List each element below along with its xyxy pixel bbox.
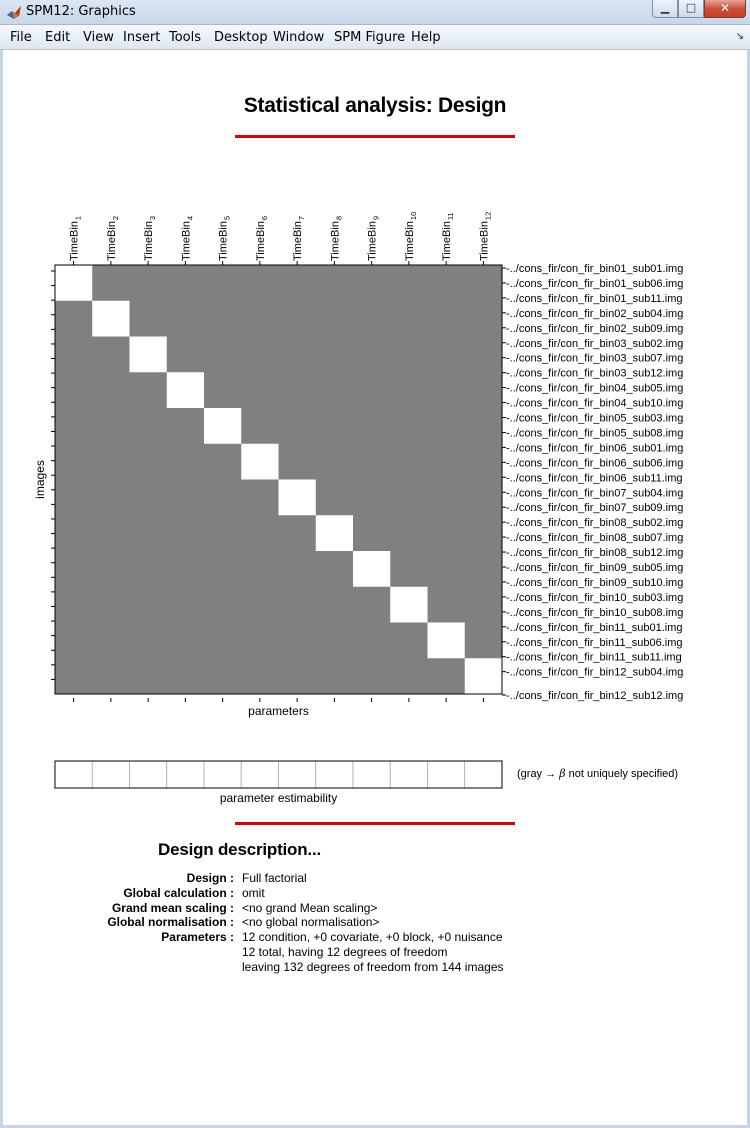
description-value: omit	[242, 886, 265, 900]
design-description-title: Design description...	[158, 840, 321, 859]
design-matrix-block-6	[241, 444, 278, 480]
image-label: -../cons_fir/con_fir_bin03_sub02.img	[506, 337, 684, 350]
dock-arrow-icon[interactable]: ↘	[735, 31, 744, 42]
column-label-timebin-11: TimeBin$_{11}$	[441, 212, 456, 261]
description-value: leaving 132 degrees of freedom from 144 images	[242, 960, 504, 974]
estimability-label: parameter estimability	[219, 791, 338, 805]
estimability-cell-2	[92, 761, 129, 788]
design-matrix-block-2	[92, 301, 129, 337]
column-label-timebin-9: TimeBin$_9$	[366, 215, 381, 261]
column-label-timebin-5: TimeBin$_5$	[217, 215, 232, 261]
column-label-timebin-3: TimeBin$_3$	[143, 215, 158, 261]
description-value: <no global normalisation>	[242, 915, 380, 929]
estimability-cell-11	[428, 761, 465, 788]
image-label: -../cons_fir/con_fir_bin10_sub08.img	[506, 606, 684, 619]
description-key: Global calculation :	[123, 886, 234, 900]
column-label-timebin-1: TimeBin$_1$	[68, 215, 83, 261]
estimability-cell-4	[167, 761, 204, 788]
image-label: -../cons_fir/con_fir_bin04_sub05.img	[506, 382, 684, 395]
menu-spm-figure[interactable]: SPM Figure	[334, 30, 406, 45]
design-matrix-block-5	[204, 408, 241, 444]
column-label-timebin-6: TimeBin$_6$	[254, 215, 269, 261]
design-matrix-block-12	[465, 658, 502, 694]
section-divider	[235, 822, 515, 825]
design-matrix-block-1	[55, 265, 92, 301]
estimability-cell-8	[316, 761, 353, 788]
design-matrix-block-7	[279, 480, 316, 516]
image-label: -../cons_fir/con_fir_bin08_sub07.img	[506, 532, 684, 545]
image-label: -../cons_fir/con_fir_bin04_sub10.img	[506, 397, 684, 410]
menu-help[interactable]: Help	[411, 30, 441, 45]
arrow-icon: →	[545, 768, 557, 780]
x-axis-label: parameters	[248, 704, 309, 718]
menu-view[interactable]: View	[83, 30, 114, 45]
column-label-timebin-2: TimeBin$_2$	[105, 215, 120, 261]
column-label-timebin-12: TimeBin$_{12}$	[478, 211, 493, 261]
image-label: -../cons_fir/con_fir_bin06_sub01.img	[506, 442, 684, 455]
image-label: -../cons_fir/con_fir_bin07_sub09.img	[506, 502, 684, 515]
description-key: Design :	[186, 871, 234, 885]
description-key: Global normalisation :	[107, 915, 234, 929]
figure-title: Statistical analysis: Design	[243, 94, 507, 117]
estimability-cell-10	[390, 761, 427, 788]
beta-symbol: β	[559, 767, 566, 780]
estimability-cell-7	[279, 761, 316, 788]
image-label: -../cons_fir/con_fir_bin10_sub03.img	[506, 591, 684, 604]
image-label: -../cons_fir/con_fir_bin09_sub10.img	[506, 576, 684, 589]
note-suffix: not uniquely specified)	[568, 768, 679, 780]
image-label: -../cons_fir/con_fir_bin09_sub05.img	[506, 562, 684, 574]
image-label: -../cons_fir/con_fir_bin02_sub09.img	[506, 322, 684, 335]
menu-desktop[interactable]: Desktop	[214, 30, 268, 45]
description-key: Parameters :	[161, 930, 234, 944]
image-label: -../cons_fir/con_fir_bin11_sub01.img	[506, 621, 683, 634]
menu-insert[interactable]: Insert	[123, 30, 161, 45]
image-label: -../cons_fir/con_fir_bin06_sub11.img	[506, 472, 683, 485]
menu-file[interactable]: File	[10, 30, 32, 45]
menu-tools[interactable]: Tools	[169, 30, 202, 45]
estimability-cell-6	[241, 761, 278, 788]
image-label: -../cons_fir/con_fir_bin05_sub08.img	[506, 427, 684, 440]
design-matrix-block-9	[353, 551, 390, 587]
image-label: -../cons_fir/con_fir_bin03_sub12.img	[506, 367, 684, 380]
estimability-cell-5	[204, 761, 241, 788]
column-label-timebin-10: TimeBin$_{10}$	[403, 211, 418, 261]
image-label: -../cons_fir/con_fir_bin06_sub06.img	[506, 457, 684, 470]
estimability-cell-9	[353, 761, 390, 788]
image-label: -../cons_fir/con_fir_bin01_sub01.img	[506, 263, 684, 275]
image-label: -../cons_fir/con_fir_bin08_sub02.img	[506, 517, 684, 530]
maximize-icon: □	[685, 1, 697, 14]
menu-window[interactable]: Window	[273, 30, 325, 45]
column-label-timebin-4: TimeBin$_4$	[180, 215, 195, 261]
estimability-cell-12	[465, 761, 502, 788]
image-label: -../cons_fir/con_fir_bin01_sub11.img	[506, 292, 683, 305]
y-axis-label: images	[33, 460, 47, 499]
description-value: <no grand Mean scaling>	[242, 901, 378, 915]
image-label: -../cons_fir/con_fir_bin12_sub04.img	[506, 666, 684, 679]
description-key: Grand mean scaling :	[111, 901, 234, 915]
image-label: -../cons_fir/con_fir_bin07_sub04.img	[506, 487, 684, 500]
image-label: -../cons_fir/con_fir_bin11_sub11.img	[506, 651, 682, 664]
estimability-cell-1	[55, 761, 92, 788]
image-label: -../cons_fir/con_fir_bin08_sub12.img	[506, 547, 684, 560]
description-value: 12 total, having 12 degrees of freedom	[242, 945, 448, 959]
image-label: -../cons_fir/con_fir_bin02_sub04.img	[506, 307, 684, 320]
description-value: Full factorial	[242, 871, 307, 885]
image-label: -../cons_fir/con_fir_bin11_sub06.img	[506, 636, 683, 649]
design-matrix-block-10	[390, 587, 427, 623]
estimability-cell-3	[130, 761, 167, 788]
description-value: 12 condition, +0 covariate, +0 block, +0 nuisance	[242, 930, 503, 944]
image-label: -../cons_fir/con_fir_bin03_sub07.img	[506, 352, 684, 365]
image-label: -../cons_fir/con_fir_bin01_sub06.img	[506, 277, 684, 290]
estimability-note	[517, 767, 678, 780]
design-matrix-block-11	[428, 623, 465, 659]
image-label: -../cons_fir/con_fir_bin05_sub03.img	[506, 412, 684, 425]
window-title: SPM12: Graphics	[26, 4, 136, 19]
design-matrix-block-3	[130, 337, 167, 373]
image-label: -../cons_fir/con_fir_bin12_sub12.img	[506, 690, 684, 702]
design-matrix-block-4	[167, 372, 204, 408]
column-label-timebin-7: TimeBin$_7$	[292, 215, 307, 261]
menu-edit[interactable]: Edit	[45, 30, 71, 45]
design-matrix-block-8	[316, 515, 353, 551]
close-icon: ✕	[719, 1, 731, 15]
minimize-icon: ▁	[660, 1, 670, 14]
column-label-timebin-8: TimeBin$_8$	[329, 215, 344, 261]
note-prefix: (gray	[517, 768, 543, 780]
